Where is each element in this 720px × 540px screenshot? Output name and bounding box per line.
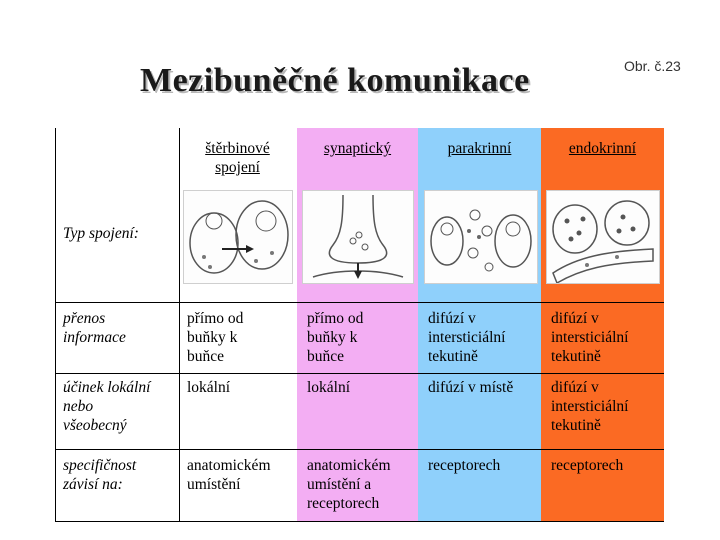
comparison-table	[55, 128, 664, 522]
cell-transmission-paracrine: difúzí v intersticiální tekutině	[428, 310, 506, 365]
row-label-transmission: přenos informace	[63, 310, 126, 346]
endocrine-illustration	[546, 190, 660, 284]
synapse-illustration	[302, 190, 414, 284]
cell-effect-synaptic: lokální	[307, 379, 351, 396]
row-divider	[56, 449, 664, 450]
cell-transmission-gap: přímo od buňky k buňce	[187, 310, 244, 365]
row-label-effect: účinek lokální nebo všeobecný	[63, 379, 151, 434]
row-divider	[56, 373, 664, 374]
cell-transmission-endocrine: difúzí v intersticiální tekutině	[551, 310, 629, 365]
header-gap-junction: štěrbinové spojení	[205, 140, 270, 176]
cell-specificity-endocrine: receptorech	[551, 457, 624, 474]
gap-junction-illustration	[183, 190, 293, 284]
cell-effect-paracrine: difúzí v místě	[428, 379, 514, 396]
row-divider	[56, 302, 664, 303]
header-paracrine: parakrinní	[447, 140, 512, 157]
cell-specificity-paracrine: receptorech	[428, 457, 501, 474]
row-label-specificity: specifičnost závisí na:	[63, 457, 137, 493]
cell-specificity-gap: anatomickém umístění	[187, 457, 271, 493]
slide-title: Mezibuněčné komunikace	[140, 62, 530, 99]
row-label-connection-type: Typ spojení:	[63, 225, 139, 242]
cell-effect-gap: lokální	[187, 379, 231, 396]
header-synaptic: synaptický	[323, 140, 392, 157]
cell-transmission-synaptic: přímo od buňky k buňce	[307, 310, 364, 365]
cell-effect-endocrine: difúzí v intersticiální tekutině	[551, 379, 629, 434]
cell-specificity-synaptic: anatomickém umístění a receptorech	[307, 457, 391, 512]
paracrine-illustration	[424, 190, 538, 284]
header-endocrine: endokrinní	[568, 140, 637, 157]
figure-reference: Obr. č.23	[624, 58, 681, 74]
